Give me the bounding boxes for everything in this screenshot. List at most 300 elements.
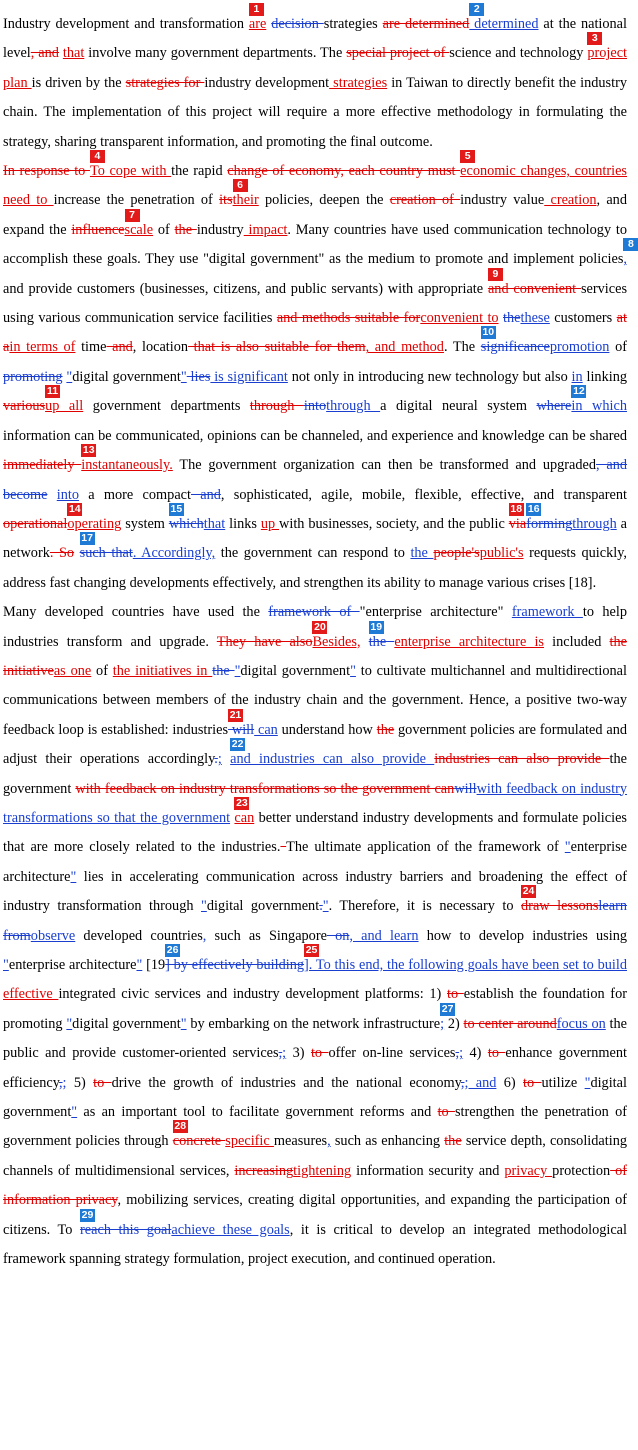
segment-text: 3)	[286, 1045, 311, 1062]
body-text	[286, 1045, 311, 1061]
segment-text: the initiative	[3, 633, 627, 679]
segment-text: decision	[271, 16, 324, 32]
inserted-text	[312, 620, 361, 650]
segment-text: information can be communicated, opinions can be channeled, and experience and knowledge can be shared	[3, 427, 627, 444]
revision-marker[interactable]: 8	[623, 238, 638, 251]
segment-text: people's	[433, 545, 480, 562]
revision-marker[interactable]: 7	[125, 209, 140, 222]
deleted-text	[536, 398, 571, 414]
segment-text: a more compact	[79, 486, 191, 503]
segment-text: understand how	[277, 721, 377, 738]
segment-text: the	[444, 1133, 462, 1150]
inserted-text	[520, 310, 549, 326]
segment-text: ;	[217, 751, 222, 768]
revision-marker[interactable]: 15	[170, 502, 183, 515]
body-text	[419, 928, 627, 944]
revision-marker[interactable]: 13	[82, 444, 95, 457]
deleted-text	[454, 781, 476, 797]
segment-text: offer on-line services	[328, 1045, 456, 1062]
segment-text: to cultivate multichannel and multidirectional communications between members of the industry chain and the government. Hence, a positive two-way feedback loop is established: industries	[3, 662, 627, 738]
segment-text: such as Singapore	[206, 927, 327, 944]
body-text	[171, 163, 227, 179]
deleted-text	[598, 898, 627, 914]
body-text	[67, 1075, 94, 1091]
segment-text: the rapid	[171, 163, 228, 180]
deleted-text	[503, 310, 520, 326]
segment-text: system	[121, 515, 169, 532]
body-text	[288, 369, 572, 385]
segment-text: , and method	[365, 339, 444, 356]
deleted-text	[50, 545, 74, 561]
segment-text: , and become	[3, 457, 627, 503]
segment-text: government departments	[83, 398, 250, 415]
segment-text: framework	[511, 604, 583, 621]
segment-text: strategies for	[125, 74, 205, 91]
segment-text: ;	[440, 1015, 445, 1032]
segment-text: which	[168, 515, 204, 532]
revision-marker[interactable]: 14	[68, 502, 81, 515]
body-text	[32, 75, 126, 91]
inserted-text	[133, 545, 215, 561]
body-text	[133, 339, 188, 355]
segment-text: lies in accelerating communication across industry barriers and broadening the effect of industry transformation through	[3, 868, 627, 915]
body-text	[278, 722, 377, 738]
segment-text: They have also	[216, 633, 313, 650]
revision-marker[interactable]: 27	[441, 1002, 454, 1015]
body-text	[3, 604, 268, 620]
segment-text: draw lessons	[521, 898, 599, 915]
revision-marker[interactable]: 22	[231, 738, 244, 751]
segment-text: can	[254, 721, 278, 738]
deleted-text	[464, 1016, 557, 1032]
segment-text: "	[70, 868, 77, 885]
segment-text: and	[106, 339, 133, 356]
segment-text: requests quickly, address fast changing developments effectively, and strengthen its ability to manage various crises [18].	[3, 545, 628, 591]
revision-marker[interactable]: 2	[469, 3, 484, 16]
revision-marker[interactable]: 6	[233, 179, 248, 192]
segment-text: Many developed countries have used the	[3, 604, 269, 621]
body-text	[496, 1075, 523, 1091]
segment-text: "	[66, 1015, 73, 1032]
body-text	[609, 339, 627, 355]
segment-text: where	[536, 398, 572, 415]
segment-text: of	[153, 221, 175, 238]
segment-text: of	[91, 662, 113, 679]
segment-text: the	[503, 310, 521, 327]
body-text	[91, 663, 113, 679]
segment-text: and methods suitable for	[276, 310, 421, 327]
inserted-text	[171, 1222, 289, 1238]
segment-text: , location	[132, 339, 189, 356]
segment-text: into	[56, 486, 79, 503]
segment-text: into	[303, 398, 327, 415]
deleted-text	[106, 339, 132, 355]
segment-text: To cope with	[89, 163, 172, 180]
paragraph	[3, 598, 627, 1274]
segment-text: industry	[196, 221, 244, 238]
segment-text: on	[326, 927, 350, 944]
segment-text: through	[249, 398, 304, 415]
segment-text: reach this goal	[80, 1221, 172, 1238]
inserted-text	[550, 339, 610, 355]
deleted-text	[508, 502, 527, 532]
body-text	[72, 369, 181, 385]
segment-text: through	[326, 398, 381, 415]
segment-text: digital government	[240, 662, 351, 679]
segment-text: , mobilizing services, creating digital opportunities, and expanding the participation of citizens. To	[3, 1192, 627, 1238]
deleted-text	[175, 222, 197, 238]
segment-text: "	[234, 662, 241, 679]
segment-text: Besides,	[312, 633, 361, 650]
body-text	[463, 1045, 488, 1061]
segment-text: will	[454, 780, 477, 797]
deleted-text	[165, 944, 305, 973]
deleted-text	[234, 1163, 293, 1179]
deleted-text	[228, 708, 255, 738]
deleted-text	[3, 398, 45, 414]
segment-text: . Therefore, it is necessary to	[328, 898, 522, 915]
deleted-text	[93, 1075, 111, 1091]
body-text	[173, 457, 596, 473]
segment-text: and	[190, 486, 221, 503]
segment-text: effective	[3, 986, 59, 1003]
segment-text: such as enhancing	[330, 1133, 445, 1150]
inserted-text	[254, 722, 278, 738]
segment-text: how to develop industries using	[418, 927, 627, 944]
segment-text: creation of	[389, 192, 461, 209]
revision-marker[interactable]: 3	[587, 32, 602, 45]
deleted-text	[521, 885, 599, 915]
revision-marker[interactable]: 1	[249, 3, 264, 16]
segment-text: 4)	[463, 1045, 488, 1062]
segment-text: ,	[460, 1074, 465, 1091]
inserted-text	[504, 1163, 552, 1179]
segment-text: "	[136, 957, 143, 973]
segment-text: the	[174, 221, 197, 238]
segment-text: as one	[53, 662, 92, 679]
segment-text: special project of	[346, 45, 450, 62]
segment-text: , it is critical to develop an integrated methodological framework spanning strategy formulation, project execution, and continued operation.	[3, 1221, 628, 1268]
body-text	[331, 1133, 445, 1149]
segment-text: integrated civic services and industry development platforms: 1)	[58, 986, 447, 1003]
body-text	[542, 1075, 585, 1091]
segment-text: ;	[62, 1074, 67, 1091]
inserted-text	[329, 75, 387, 91]
segment-text: not only in introducing new technology but also	[287, 368, 572, 385]
segment-text: ;	[459, 1045, 464, 1062]
segment-text: "	[322, 898, 329, 915]
revision-marker[interactable]: 29	[81, 1208, 94, 1221]
segment-text: convenient to	[420, 310, 499, 327]
deleted-text	[172, 1120, 226, 1150]
body-text	[449, 45, 587, 61]
segment-text: focus on	[556, 1015, 606, 1032]
segment-text	[47, 487, 56, 503]
segment-text: to center around	[463, 1015, 557, 1032]
inserted-text	[326, 398, 380, 414]
segment-text: concrete	[172, 1133, 226, 1150]
deleted-text	[368, 620, 395, 650]
body-text	[361, 634, 369, 650]
segment-text: its	[219, 192, 233, 209]
segment-text: creation	[544, 192, 597, 209]
body-text	[279, 516, 509, 532]
body-text	[3, 281, 488, 297]
segment-text: ; and	[464, 1074, 497, 1091]
segment-text: in Taiwan to directly benefit the industry chain. The implementation of this project will require a more effective methodology in formulating the strategy, sharing transparent information, and promoting the final outcome.	[3, 74, 627, 150]
segment-text: strategies	[323, 16, 383, 32]
segment-text: The ultimate application of the framework of	[286, 839, 565, 856]
body-text	[444, 339, 481, 355]
inserted-text	[3, 986, 58, 1002]
segment-text: achieve these goals	[171, 1221, 290, 1238]
deleted-text	[277, 310, 421, 326]
inserted-text	[204, 516, 225, 532]
deleted-text	[487, 267, 581, 297]
segment-text: ,	[58, 1074, 63, 1091]
body-text	[460, 192, 544, 208]
inserted-text	[244, 222, 288, 238]
segment-text: "	[564, 839, 571, 856]
inserted-text	[420, 310, 498, 326]
segment-text: enterprise architecture is	[394, 633, 544, 650]
segment-text: and provide customers (businesses, citizens, and public servants) with appropriate	[3, 280, 488, 297]
deleted-text	[311, 1045, 329, 1061]
segment-text: their	[232, 192, 259, 209]
segment-text: "	[350, 662, 356, 679]
segment-text: specific	[225, 1133, 274, 1150]
segment-text: ,	[623, 251, 627, 268]
body-text	[329, 898, 521, 914]
segment-text: protection	[552, 1162, 611, 1179]
body-text	[259, 192, 390, 208]
deleted-text	[3, 369, 63, 385]
segment-text: via	[508, 515, 527, 532]
segment-text: "	[584, 1074, 591, 1091]
body-text	[75, 928, 203, 944]
segment-text: "enterprise architecture"	[359, 604, 512, 621]
segment-text: as an important tool to facilitate government reforms and	[77, 1104, 438, 1121]
paragraph	[3, 150, 634, 598]
inserted-text	[230, 738, 435, 768]
segment-text: economic changes, countries need to	[3, 163, 628, 209]
body-text	[121, 516, 169, 532]
inserted-text	[124, 208, 154, 238]
segment-text: "	[71, 1104, 78, 1121]
inserted-text	[89, 150, 172, 180]
segment-text: of information privacy	[3, 1162, 627, 1209]
revision-marker[interactable]: 24	[522, 885, 535, 898]
segment-text: .	[214, 751, 218, 768]
segment-text: the public and provide customer-oriented services	[3, 1015, 627, 1062]
inserted-text	[571, 385, 627, 415]
deleted-text	[71, 222, 124, 238]
segment-text: to help industries transform and upgrade.	[3, 604, 628, 650]
segment-text: to	[446, 986, 464, 1003]
segment-text: increase the penetration of	[53, 192, 220, 209]
segment-text: strategies	[329, 74, 388, 91]
body-text	[197, 222, 244, 238]
body-text	[360, 604, 512, 620]
deleted-text	[327, 928, 349, 944]
body-text	[153, 222, 174, 238]
segment-text: . Accordingly,	[132, 545, 216, 562]
revision-marker[interactable]: 12	[573, 385, 585, 398]
segment-text: digital government	[72, 1015, 181, 1032]
segment-text: a network	[3, 515, 627, 562]
deleted-text	[80, 1208, 172, 1238]
revision-marker[interactable]: 23	[236, 796, 248, 809]
segment-text: framework of	[268, 604, 360, 621]
segment-text: ]. To this end, the following goals have been set to build	[304, 957, 627, 973]
segment-text: immediately	[3, 457, 82, 474]
deleted-text	[480, 326, 550, 356]
segment-text: will	[228, 721, 255, 738]
inserted-text	[63, 45, 84, 61]
segment-text: information security and	[351, 1162, 505, 1179]
segment-text: [19	[142, 957, 166, 973]
segment-text: government policies are formulated and adjust their operations accordingly	[3, 721, 627, 768]
deleted-text	[31, 45, 59, 61]
segment-text: can	[234, 809, 255, 826]
revision-marker[interactable]: 11	[47, 385, 59, 398]
segment-text: that	[203, 515, 226, 532]
segment-text: the	[376, 721, 395, 738]
segment-text: strengthen the penetration of government policies through	[3, 1104, 627, 1150]
revision-marker[interactable]: 5	[460, 150, 475, 163]
inserted-text	[394, 634, 544, 650]
segment-text: the government	[3, 751, 628, 797]
segment-text: public's	[479, 545, 524, 562]
deleted-text	[438, 1104, 455, 1120]
segment-text: measures	[273, 1133, 328, 1150]
deleted-text	[434, 751, 609, 767]
deleted-text	[526, 502, 573, 532]
body-text	[3, 428, 627, 444]
segment-text: up all	[45, 398, 84, 415]
deleted-text	[447, 986, 464, 1002]
revision-marker[interactable]: 28	[174, 1120, 187, 1133]
deleted-text	[212, 663, 234, 679]
segment-text: 2)	[444, 1015, 464, 1032]
inserted-text	[31, 928, 75, 944]
inserted-text	[480, 545, 524, 561]
deleted-text	[268, 604, 359, 620]
segment-text: that is also suitable for them	[188, 339, 366, 356]
segment-text: enhance government efficiency	[3, 1045, 627, 1091]
inserted-text	[557, 1016, 606, 1032]
segment-text: observe	[30, 927, 76, 944]
body-text	[274, 1133, 327, 1149]
segment-text: to	[310, 1045, 329, 1062]
revision-marker[interactable]: 17	[81, 532, 93, 545]
segment-text: influence	[71, 221, 125, 238]
revision-marker[interactable]: 4	[90, 150, 105, 163]
revision-marker[interactable]: 21	[229, 708, 242, 721]
inserted-text	[234, 796, 255, 826]
segment-text: promoting	[3, 368, 63, 385]
segment-text: enterprise architecture	[3, 839, 627, 885]
revision-marker[interactable]: 25	[305, 944, 318, 956]
inserted-text	[232, 179, 259, 209]
segment-text: increasing	[234, 1162, 294, 1179]
inserted-text	[67, 502, 122, 532]
segment-text: digital government	[3, 1074, 627, 1121]
segment-text: ;	[282, 1045, 287, 1062]
segment-text: ,	[327, 1133, 331, 1150]
body-text	[207, 898, 319, 914]
segment-text: the	[212, 662, 235, 679]
deleted-text	[433, 545, 479, 561]
segment-text	[361, 634, 369, 650]
segment-text: significance	[480, 339, 550, 356]
revision-marker[interactable]: 26	[166, 944, 179, 956]
segment-text: developed countries	[75, 927, 203, 944]
body-text	[552, 1163, 610, 1179]
segment-text: service depth, consolidating channels of multidimensional services,	[3, 1133, 627, 1179]
revision-marker[interactable]: 19	[370, 620, 383, 633]
inserted-text	[261, 516, 279, 532]
segment-text: ] by effectively building	[165, 957, 305, 973]
segment-text: such that	[79, 545, 133, 562]
revision-marker[interactable]: 20	[314, 620, 326, 633]
revision-marker[interactable]: 9	[488, 268, 503, 281]
segment-text: instantaneously.	[81, 457, 173, 474]
deleted-text	[217, 634, 313, 650]
body-text	[79, 487, 191, 503]
deleted-text	[75, 781, 454, 797]
segment-text: is driven by the	[31, 74, 126, 91]
segment-text: . So	[49, 545, 75, 562]
body-text	[72, 1016, 181, 1032]
deleted-text	[383, 16, 470, 32]
paragraph	[3, 3, 628, 157]
inserted-text	[464, 1075, 496, 1091]
segment-text: to	[487, 1045, 506, 1062]
segment-text: are	[248, 16, 267, 32]
segment-text: from	[3, 927, 31, 944]
inserted-text	[54, 663, 91, 679]
body-text	[75, 339, 106, 355]
body-text	[286, 839, 565, 855]
revision-marker[interactable]: 16	[527, 502, 540, 515]
segment-text: "	[3, 957, 9, 973]
body-text	[9, 957, 137, 973]
segment-text: digital government	[72, 368, 181, 385]
segment-text: 6)	[496, 1074, 524, 1091]
segment-text: learn	[598, 898, 627, 915]
segment-text: , sophisticated, agile, mobile, flexible, effective, and transparent	[220, 486, 627, 503]
deleted-text	[126, 75, 205, 91]
segment-text: tightening	[293, 1162, 352, 1179]
segment-text: with feedback on industry transformations so that the government	[3, 780, 627, 826]
body-text	[215, 545, 410, 561]
revision-marker[interactable]: 18	[510, 502, 523, 515]
segment-text: ,	[278, 1045, 283, 1062]
inserted-text	[9, 339, 75, 355]
segment-text: scale	[124, 221, 154, 238]
segment-text: in which	[571, 398, 627, 415]
body-text	[324, 16, 383, 32]
deleted-text	[250, 398, 304, 414]
revision-marker[interactable]: 10	[482, 326, 495, 339]
segment-text: through	[572, 515, 617, 532]
segment-text: to	[437, 1104, 455, 1121]
segment-text: . Many countries have used communication technology to accomplish these goals. They use "digital government" as the medium to promote and implement policies	[3, 221, 628, 268]
segment-text: operational	[3, 515, 68, 532]
body-text	[380, 398, 536, 414]
segment-text: utilize	[541, 1074, 585, 1091]
